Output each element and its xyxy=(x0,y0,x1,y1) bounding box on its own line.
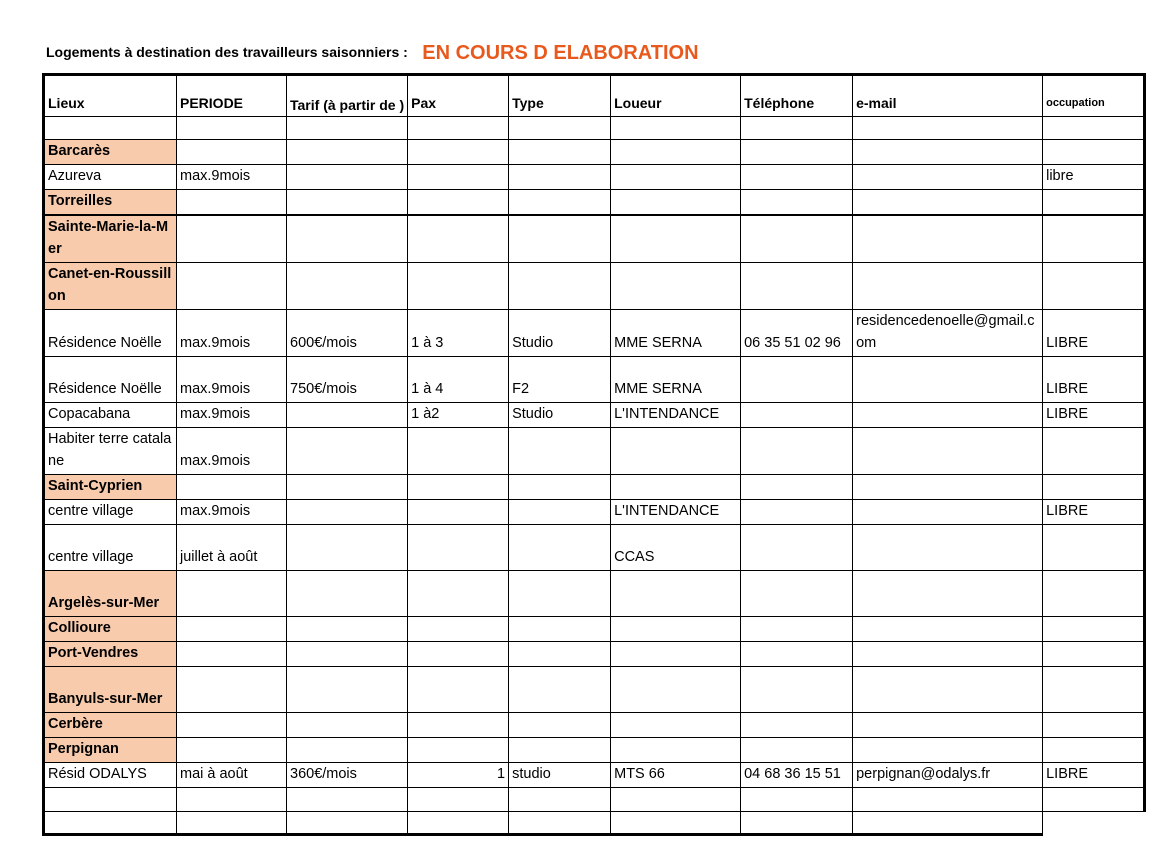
cell-loueur: MME SERNA xyxy=(611,357,741,403)
cell-loueur: CCAS xyxy=(611,525,741,571)
cell-tarif xyxy=(287,215,408,263)
cell-loueur: L'INTENDANCE xyxy=(611,403,741,428)
cell-telephone xyxy=(741,475,853,500)
cell-lieux: Sainte-Marie-la-Mer xyxy=(44,215,177,263)
cell-occupation xyxy=(1043,642,1145,667)
cell-occupation: LIBRE xyxy=(1043,403,1145,428)
cell-lieux: Résidence Noëlle xyxy=(44,310,177,357)
town-row xyxy=(44,190,1145,216)
cell-loueur: MME SERNA xyxy=(611,310,741,357)
cell-tarif: 360€/mois xyxy=(287,763,408,788)
town-row xyxy=(44,713,1145,738)
cell-tarif xyxy=(287,617,408,642)
housing-table xyxy=(42,73,1146,836)
table-cell xyxy=(509,117,611,140)
col-header-tarif xyxy=(287,75,408,117)
table-cell xyxy=(741,812,853,835)
cell-pax: 1 à 3 xyxy=(408,310,509,357)
cell-loueur xyxy=(611,617,741,642)
cell-lieux: Habiter terre catalane xyxy=(44,428,177,475)
col-header-periode: PERIODE xyxy=(177,75,287,117)
table-cell xyxy=(611,117,741,140)
cell-loueur xyxy=(611,428,741,475)
cell-email xyxy=(853,475,1043,500)
cell-telephone xyxy=(741,190,853,216)
cell-type xyxy=(509,190,611,216)
cell-telephone xyxy=(741,263,853,310)
cell-occupation: LIBRE xyxy=(1043,763,1145,788)
cell-periode: max.9mois xyxy=(177,165,287,190)
cell-occupation: libre xyxy=(1043,165,1145,190)
cell-loueur xyxy=(611,190,741,216)
cell-type: Studio xyxy=(509,403,611,428)
document-header xyxy=(46,42,699,72)
table-cell xyxy=(177,812,287,835)
town-row xyxy=(44,738,1145,763)
cell-pax xyxy=(408,215,509,263)
town-row xyxy=(44,140,1145,165)
document-title: Logements à destination des travailleurs saisonniers : xyxy=(46,44,408,60)
cell-email xyxy=(853,500,1043,525)
cell-type xyxy=(509,642,611,667)
table-cell xyxy=(287,788,408,812)
cell-email: residencedenoelle@gmail.com xyxy=(853,310,1043,357)
cell-tarif xyxy=(287,713,408,738)
cell-telephone xyxy=(741,525,853,571)
cell-telephone xyxy=(741,571,853,617)
cell-tarif xyxy=(287,500,408,525)
cell-tarif xyxy=(287,525,408,571)
cell-telephone xyxy=(741,713,853,738)
tarif-label: Tarif xyxy=(290,97,320,113)
cell-periode xyxy=(177,738,287,763)
cell-tarif xyxy=(287,738,408,763)
cell-email xyxy=(853,428,1043,475)
table-cell xyxy=(408,788,509,812)
cell-pax xyxy=(408,667,509,713)
cell-occupation: LIBRE xyxy=(1043,310,1145,357)
cell-telephone xyxy=(741,140,853,165)
cell-type xyxy=(509,475,611,500)
cell-type xyxy=(509,428,611,475)
cell-tarif: 750€/mois xyxy=(287,357,408,403)
cell-loueur xyxy=(611,642,741,667)
cell-occupation xyxy=(1043,617,1145,642)
cell-email xyxy=(853,667,1043,713)
cell-occupation xyxy=(1043,263,1145,310)
cell-pax xyxy=(408,617,509,642)
cell-periode xyxy=(177,215,287,263)
cell-occupation: LIBRE xyxy=(1043,357,1145,403)
col-header-loueur: Loueur xyxy=(611,75,741,117)
cell-lieux: Barcarès xyxy=(44,140,177,165)
cell-tarif xyxy=(287,642,408,667)
cell-pax xyxy=(408,165,509,190)
cell-loueur xyxy=(611,667,741,713)
cell-email xyxy=(853,165,1043,190)
table-row xyxy=(44,763,1145,788)
cell-pax: 1 à2 xyxy=(408,403,509,428)
cell-lieux: Cerbère xyxy=(44,713,177,738)
table-row xyxy=(44,403,1145,428)
table-cell xyxy=(853,812,1043,835)
table-cell xyxy=(611,812,741,835)
table-cell xyxy=(741,117,853,140)
cell-occupation xyxy=(1043,215,1145,263)
cell-periode: juillet à août xyxy=(177,525,287,571)
table-cell xyxy=(408,812,509,835)
cell-telephone: 06 35 51 02 96 xyxy=(741,310,853,357)
cell-periode xyxy=(177,140,287,165)
cell-lieux: Torreilles xyxy=(44,190,177,216)
cell-occupation xyxy=(1043,190,1145,216)
cell-email xyxy=(853,642,1043,667)
col-header-email: e-mail xyxy=(853,75,1043,117)
cell-type xyxy=(509,215,611,263)
cell-type xyxy=(509,738,611,763)
cell-occupation xyxy=(1043,140,1145,165)
cell-loueur xyxy=(611,140,741,165)
cell-loueur xyxy=(611,713,741,738)
cell-tarif xyxy=(287,403,408,428)
cell-email xyxy=(853,713,1043,738)
cell-lieux: centre village xyxy=(44,525,177,571)
cell-lieux: Azureva xyxy=(44,165,177,190)
cell-lieux: Canet-en-Roussillon xyxy=(44,263,177,310)
table-cell xyxy=(509,788,611,812)
cell-pax xyxy=(408,713,509,738)
table-row xyxy=(44,357,1145,403)
cell-telephone xyxy=(741,667,853,713)
cell-pax xyxy=(408,525,509,571)
cell-pax xyxy=(408,500,509,525)
cell-telephone xyxy=(741,428,853,475)
cell-email xyxy=(853,617,1043,642)
table-cell xyxy=(177,117,287,140)
cell-lieux: Collioure xyxy=(44,617,177,642)
table-cell xyxy=(44,812,177,835)
cell-occupation xyxy=(1043,713,1145,738)
cell-email xyxy=(853,525,1043,571)
cell-telephone xyxy=(741,617,853,642)
cell-loueur xyxy=(611,475,741,500)
cell-pax: 1 à 4 xyxy=(408,357,509,403)
cell-type xyxy=(509,165,611,190)
cell-tarif xyxy=(287,140,408,165)
cell-email xyxy=(853,571,1043,617)
cell-email xyxy=(853,140,1043,165)
table-cell xyxy=(287,117,408,140)
cell-type xyxy=(509,617,611,642)
cell-type xyxy=(509,571,611,617)
table-cell xyxy=(741,788,853,812)
col-header-type: Type xyxy=(509,75,611,117)
cell-email xyxy=(853,215,1043,263)
cell-type: studio xyxy=(509,763,611,788)
cell-occupation xyxy=(1043,525,1145,571)
col-header-lieux: Lieux xyxy=(44,75,177,117)
cell-telephone xyxy=(741,357,853,403)
cell-loueur xyxy=(611,263,741,310)
cell-type: F2 xyxy=(509,357,611,403)
cell-telephone xyxy=(741,165,853,190)
cell-type: Studio xyxy=(509,310,611,357)
cell-occupation xyxy=(1043,738,1145,763)
cell-telephone xyxy=(741,215,853,263)
cell-periode xyxy=(177,190,287,216)
cell-lieux: Banyuls-sur-Mer xyxy=(44,667,177,713)
table-cell xyxy=(509,812,611,835)
cell-periode xyxy=(177,667,287,713)
cell-periode: max.9mois xyxy=(177,310,287,357)
cell-tarif xyxy=(287,475,408,500)
table-cell xyxy=(177,788,287,812)
town-row xyxy=(44,263,1145,310)
table-row xyxy=(44,788,1145,812)
col-header-telephone: Téléphone xyxy=(741,75,853,117)
cell-pax xyxy=(408,571,509,617)
cell-tarif xyxy=(287,190,408,216)
table-row xyxy=(44,428,1145,475)
cell-loueur: L'INTENDANCE xyxy=(611,500,741,525)
cell-periode: mai à août xyxy=(177,763,287,788)
cell-periode: max.9mois xyxy=(177,500,287,525)
cell-lieux: Copacabana xyxy=(44,403,177,428)
table-row xyxy=(44,117,1145,140)
cell-periode xyxy=(177,571,287,617)
cell-pax xyxy=(408,190,509,216)
cell-type xyxy=(509,263,611,310)
town-row xyxy=(44,475,1145,500)
cell-periode: max.9mois xyxy=(177,403,287,428)
cell-telephone xyxy=(741,500,853,525)
cell-pax: 1 xyxy=(408,763,509,788)
header-row xyxy=(44,75,1145,117)
cell-lieux: Résidence Noëlle xyxy=(44,357,177,403)
cell-periode xyxy=(177,713,287,738)
cell-pax xyxy=(408,428,509,475)
cell-loueur xyxy=(611,738,741,763)
town-row xyxy=(44,571,1145,617)
table-cell xyxy=(44,788,177,812)
cell-pax xyxy=(408,263,509,310)
col-header-pax: Pax xyxy=(408,75,509,117)
cell-telephone xyxy=(741,738,853,763)
table-row xyxy=(44,500,1145,525)
cell-tarif xyxy=(287,667,408,713)
cell-periode: max.9mois xyxy=(177,428,287,475)
table-cell xyxy=(44,117,177,140)
cell-pax xyxy=(408,738,509,763)
table-row xyxy=(44,812,1145,835)
table-cell xyxy=(1043,788,1145,812)
tarif-note: (à partir de ) xyxy=(323,97,405,113)
table-cell xyxy=(408,117,509,140)
cell-loueur xyxy=(611,165,741,190)
table-cell xyxy=(611,788,741,812)
cell-pax xyxy=(408,475,509,500)
cell-type xyxy=(509,525,611,571)
town-row xyxy=(44,667,1145,713)
cell-occupation xyxy=(1043,428,1145,475)
town-row xyxy=(44,215,1145,263)
cell-loueur xyxy=(611,571,741,617)
status-label: EN COURS D ELABORATION xyxy=(422,42,699,64)
cell-tarif xyxy=(287,428,408,475)
cell-lieux: Résid ODALYS xyxy=(44,763,177,788)
cell-periode xyxy=(177,617,287,642)
cell-lieux: Port-Vendres xyxy=(44,642,177,667)
cell-email xyxy=(853,738,1043,763)
table-row xyxy=(44,310,1145,357)
cell-occupation xyxy=(1043,475,1145,500)
cell-type xyxy=(509,140,611,165)
table-cell xyxy=(1043,117,1145,140)
col-header-occupation: occupation xyxy=(1043,75,1145,117)
table-row xyxy=(44,525,1145,571)
cell-email xyxy=(853,403,1043,428)
cell-pax xyxy=(408,140,509,165)
cell-lieux: Perpignan xyxy=(44,738,177,763)
table-cell xyxy=(287,812,408,835)
cell-lieux: centre village xyxy=(44,500,177,525)
cell-tarif xyxy=(287,263,408,310)
cell-email xyxy=(853,190,1043,216)
cell-occupation: LIBRE xyxy=(1043,500,1145,525)
table-cell xyxy=(853,788,1043,812)
cell-type xyxy=(509,713,611,738)
cell-telephone: 04 68 36 15 51 xyxy=(741,763,853,788)
cell-periode xyxy=(177,263,287,310)
table-row xyxy=(44,165,1145,190)
cell-occupation xyxy=(1043,571,1145,617)
table-cell xyxy=(1043,812,1145,835)
cell-lieux: Saint-Cyprien xyxy=(44,475,177,500)
cell-email xyxy=(853,263,1043,310)
cell-pax xyxy=(408,642,509,667)
cell-periode: max.9mois xyxy=(177,357,287,403)
cell-tarif xyxy=(287,165,408,190)
cell-lieux: Argelès-sur-Mer xyxy=(44,571,177,617)
cell-periode xyxy=(177,642,287,667)
cell-telephone xyxy=(741,642,853,667)
cell-email: perpignan@odalys.fr xyxy=(853,763,1043,788)
cell-occupation xyxy=(1043,667,1145,713)
cell-tarif: 600€/mois xyxy=(287,310,408,357)
cell-type xyxy=(509,667,611,713)
cell-tarif xyxy=(287,571,408,617)
cell-telephone xyxy=(741,403,853,428)
table-cell xyxy=(853,117,1043,140)
cell-periode xyxy=(177,475,287,500)
cell-loueur xyxy=(611,215,741,263)
cell-type xyxy=(509,500,611,525)
town-row xyxy=(44,617,1145,642)
cell-email xyxy=(853,357,1043,403)
cell-loueur: MTS 66 xyxy=(611,763,741,788)
town-row xyxy=(44,642,1145,667)
